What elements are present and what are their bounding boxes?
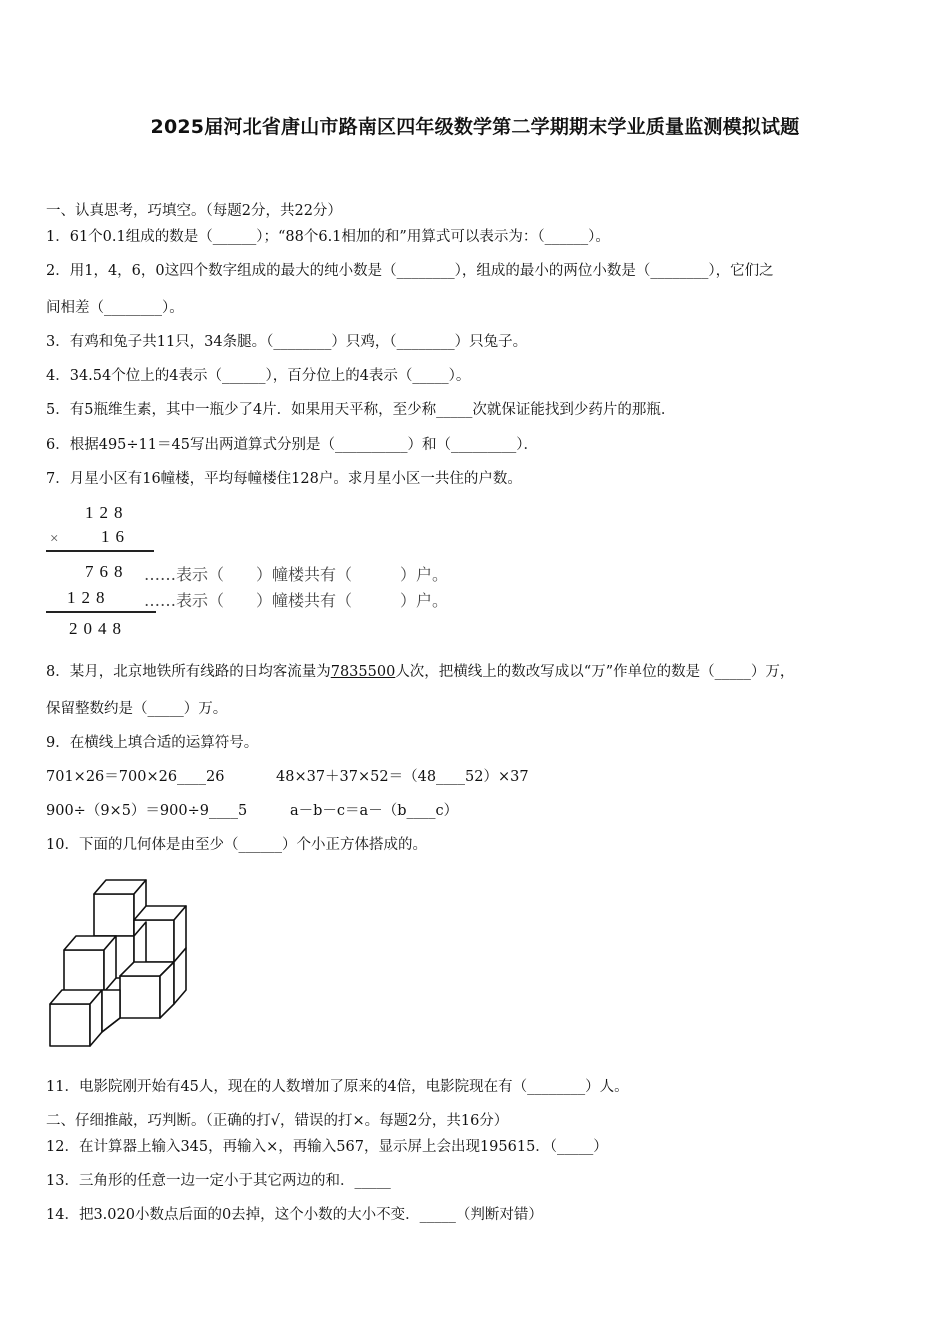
question-9: 9．在横线上填合适的运算符号。 bbox=[46, 735, 259, 751]
question-12: 12．在计算器上输入345，再输入×，再输入567，显示屏上会出现195615．（_____） bbox=[46, 1139, 608, 1155]
cube-stack-figure bbox=[46, 876, 196, 1051]
question-7: 7．月星小区有16幢楼，平均每幢楼住128户。求月星小区一共住的户数。 bbox=[46, 471, 522, 487]
question-5: 5．有5瓶维生素，其中一瓶少了4片．如果用天平称，至少称_____次就保证能找到少药片的那瓶． bbox=[46, 402, 676, 418]
cube-front-bottom bbox=[50, 990, 102, 1046]
question-9-item-4: a－b－c＝a－（b____c） bbox=[290, 803, 459, 819]
page-title: 2025届河北省唐山市路南区四年级数学第二学期期末学业质量监测模拟试题 bbox=[150, 116, 800, 138]
multiply-sign: × bbox=[50, 531, 65, 547]
question-2-line-1: 2．用1，4，6，0这四个数字组成的最大的纯小数是（________），组成的最小的两位小数是（________），它们之 bbox=[46, 263, 774, 279]
question-9-item-3: 900÷（9×5）＝900÷9____5 bbox=[46, 803, 248, 819]
calc-rule-1 bbox=[46, 550, 154, 552]
section-heading-1: 一、认真思考，巧填空。（每题2分，共22分） bbox=[46, 203, 342, 219]
question-14: 14．把3.020小数点后面的0去掉，这个小数的大小不变．_____（判断对错） bbox=[46, 1207, 543, 1223]
question-1: 1．61个0.1组成的数是（______）；“88个6.1相加的和”用算式可以表示为：（______）。 bbox=[46, 229, 610, 245]
question-8-suffix: 人次，把横线上的数改写成以“万”作单位的数是（_____）万， bbox=[395, 664, 795, 680]
cube-bottom-middle bbox=[102, 990, 120, 1032]
question-9-item-2: 48×37＋37×52＝（48____52）×37 bbox=[276, 769, 529, 785]
question-4: 4．34.54个位上的4表示（______），百分位上的4表示（_____）。 bbox=[46, 368, 471, 384]
calc-rule-2 bbox=[46, 611, 156, 613]
question-11: 11．电影院刚开始有45人，现在的人数增加了原来的4倍，电影院现在有（________）人。 bbox=[46, 1079, 629, 1095]
question-9-item-1: 701×26＝700×26____26 bbox=[46, 769, 225, 785]
question-6: 6．根据495÷11＝45写出两道算式分别是（__________）和（_________）． bbox=[46, 437, 538, 453]
question-3: 3．有鸡和兔子共11只，34条腿。（________）只鸡，（________）只兔子。 bbox=[46, 334, 528, 350]
question-8-line-1 bbox=[46, 662, 916, 682]
partial-product-1: 768 bbox=[85, 562, 129, 581]
question-13: 13．三角形的任意一边一定小于其它两边的和．_____ bbox=[46, 1173, 391, 1189]
product-result: 2048 bbox=[69, 619, 127, 638]
question-8-prefix: 8．某月，北京地铁所有线路的日均客流量为 bbox=[46, 664, 331, 680]
partial-note-2: ……表示（ ）幢楼共有（ ）户。 bbox=[144, 591, 449, 610]
partial-note-1: ……表示（ ）幢楼共有（ ）户。 bbox=[144, 565, 449, 584]
partial-product-2: 128 bbox=[67, 588, 111, 607]
multiplicand: 128 bbox=[85, 503, 129, 522]
cube-front-middle bbox=[64, 936, 116, 992]
question-8-line-2: 保留整数约是（_____）万。 bbox=[46, 701, 228, 717]
question-10: 10．下面的几何体是由至少（______）个小正方体搭成的。 bbox=[46, 837, 427, 853]
underlined-number: 7835500 bbox=[330, 664, 396, 680]
section-heading-2: 二、仔细推敲，巧判断。（正确的打√，错误的打×。每题2分，共16分） bbox=[46, 1113, 509, 1129]
question-2-line-2: 间相差（________）。 bbox=[46, 300, 184, 316]
multiplier: 16 bbox=[101, 527, 130, 546]
